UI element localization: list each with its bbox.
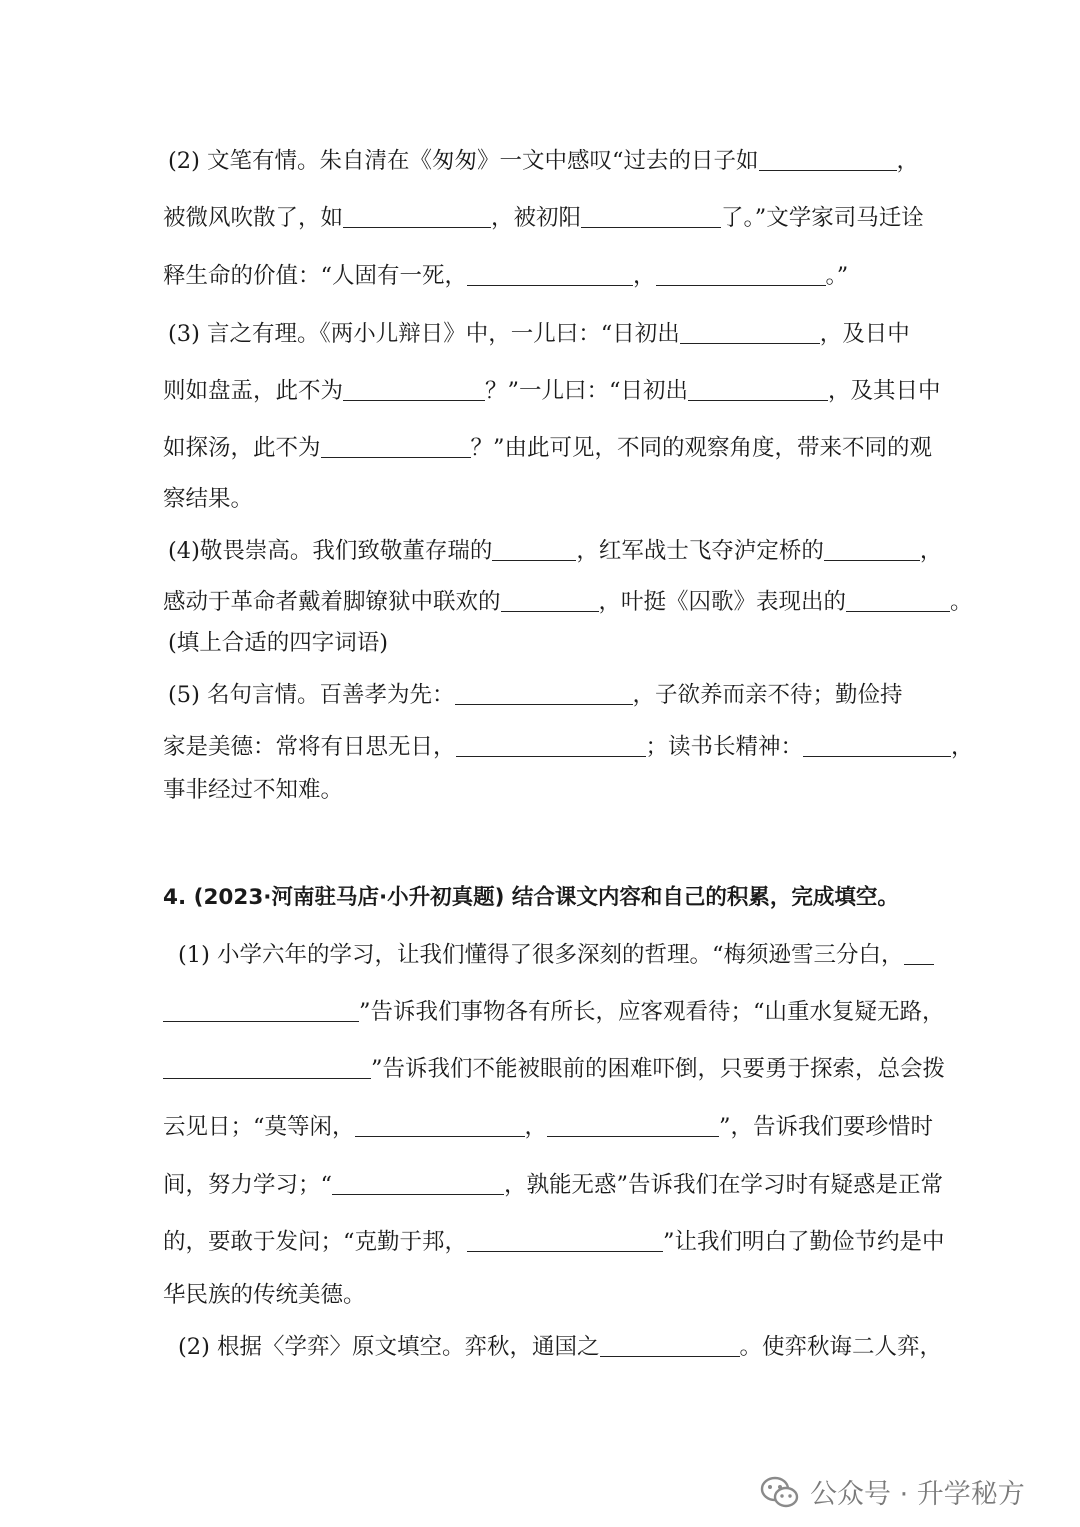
answer-blank[interactable] [355, 1112, 525, 1137]
answer-blank[interactable] [343, 203, 491, 228]
answer-blank[interactable] [163, 997, 359, 1022]
answer-blank[interactable] [343, 376, 485, 401]
q3-item5-line3: 事非经过不知难。 [163, 777, 344, 803]
answer-blank[interactable] [846, 587, 950, 612]
q3-item3-line1: (3) 言之有理。《两小儿辩日》中，一儿曰：“日初出 ，及日中 [168, 321, 910, 347]
answer-blank[interactable] [600, 1332, 740, 1357]
answer-blank[interactable] [332, 1170, 504, 1195]
q4-item1-line2: ”告诉我们事物各有所长，应客观看待；“山重水复疑无路， [163, 997, 945, 1027]
answer-blank[interactable] [467, 1227, 663, 1252]
answer-blank[interactable] [321, 433, 471, 458]
watermark-text: 公众号 · 升学秘方 [810, 1479, 1025, 1510]
q4-item1-line4: 云见日；“莫等闲， ， ”，告诉我们要珍惜时 [163, 1114, 934, 1140]
q3-item4-line1: (4)敬畏崇高。我们致敬董存瑞的 ，红军战士飞夺泸定桥的 ， [168, 538, 943, 564]
answer-blank[interactable] [547, 1112, 719, 1137]
answer-blank[interactable] [456, 732, 646, 757]
q4-item1-line7: 华民族的传统美德。 [163, 1282, 366, 1308]
q3-item2-line2: 被微风吹散了，如 ，被初阳 了。”文学家司马迁诠 [163, 205, 924, 231]
answer-blank[interactable] [455, 680, 633, 705]
q4-item2-line1: (2) 根据〈学弈〉原文填空。弈秋，通国之 。使弈秋诲二人弈， [178, 1334, 943, 1360]
q3-item3-line2: 则如盘盂，此不为 ？”一儿曰：“日初出 ，及其日中 [163, 378, 941, 404]
q3-item3-line4: 察结果。 [163, 486, 254, 512]
q3-item4-line2: 感动于革命者戴着脚镣狱中联欢的 ，叶挺《囚歌》表现出的 。 [163, 589, 973, 615]
q3-item2-line3: 释生命的价值：“人固有一死， ， 。” [163, 263, 849, 289]
answer-blank[interactable] [759, 146, 897, 171]
q4-item1-line6: 的，要敢于发问；“克勤于邦， ”让我们明白了勤俭节约是中 [163, 1229, 945, 1255]
q3-item3-line3: 如探汤，此不为 ？”由此可见，不同的观察角度，带来不同的观 [163, 435, 933, 461]
q4-item1-line5: 间，努力学习；“ ，孰能无惑”告诉我们在学习时有疑惑是正常 [163, 1172, 944, 1198]
q3-item4-line3: (填上合适的四字词语) [168, 630, 389, 656]
answer-blank[interactable] [492, 536, 576, 561]
q3-item5-line2: 家是美德：常将有日思无日， ；读书长精神： ， [163, 734, 974, 760]
answer-blank[interactable] [803, 732, 951, 757]
answer-blank[interactable] [824, 536, 920, 561]
q3-item5-line1: (5) 名句言情。百善孝为先： ，子欲养而亲不待；勤俭持 [168, 682, 903, 708]
wechat-watermark [760, 1472, 1025, 1511]
answer-blank[interactable] [581, 203, 721, 228]
answer-blank[interactable] [688, 376, 828, 401]
q3-item2-line1: (2) 文笔有情。朱自清在《匆匆》一文中感叹“过去的日子如 ， [168, 148, 920, 174]
question-4-title: 4. (2023·河南驻马店·小升初真题) 结合课文内容和自己的积累，完成填空。 [163, 885, 899, 910]
answer-blank[interactable] [680, 319, 820, 344]
wechat-official-account-icon [760, 1475, 800, 1509]
q4-item1-line1: (1) 小学六年的学习，让我们懂得了很多深刻的哲理。“梅须逊雪三分白， [178, 940, 934, 970]
answer-blank[interactable] [163, 1054, 371, 1079]
answer-blank[interactable] [501, 587, 599, 612]
answer-blank[interactable] [656, 261, 826, 286]
q4-item1-line3: ”告诉我们不能被眼前的困难吓倒，只要勇于探索，总会拨 [163, 1054, 945, 1084]
answer-blank[interactable] [467, 261, 633, 286]
answer-blank[interactable] [904, 940, 934, 965]
